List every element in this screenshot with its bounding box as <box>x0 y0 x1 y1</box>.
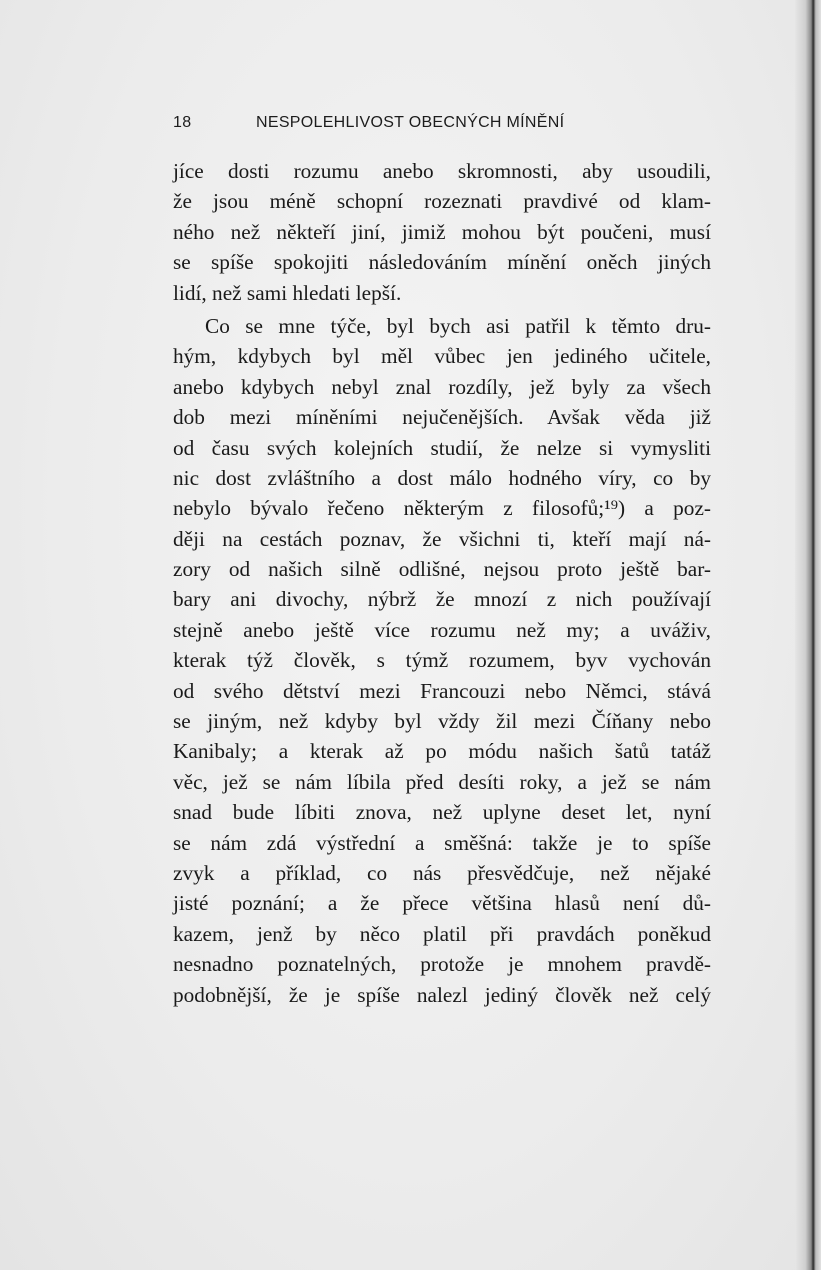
text-line: Co se mne týče, byl bych asi patřil k těmto dru- <box>205 313 711 338</box>
text-line: bary ani divochy, nýbrž že mnozí z nich používají <box>173 587 711 612</box>
text-line: od svého dětství mezi Francouzi nebo Němci, stává <box>173 678 711 703</box>
text-line: stejně anebo ještě více rozumu než my; a uváživ, <box>173 617 711 642</box>
text-line: lidí, než sami hledati lepší. <box>173 280 402 305</box>
text-line: podobnější, že je spíše nalezl jediný člověk než celý <box>173 982 711 1007</box>
text-line: jisté poznání; a že přece většina hlasů není dů- <box>173 891 711 916</box>
body-text <box>173 156 711 1010</box>
page-number: 18 <box>173 114 192 131</box>
text-line: zory od našich silně odlišné, nejsou proto ještě bar- <box>173 557 711 582</box>
text-line: od času svých kolejních studií, že nelze si vymysliti <box>173 435 711 460</box>
text-line: Kanibaly; a kterak až po módu našich šatů tatáž <box>173 739 711 764</box>
text-line: dob mezi míněními nejučenějších. Avšak věda již <box>173 405 711 430</box>
page-spine-edge <box>795 0 821 1270</box>
text-line: se nám zdá výstřední a směšná: takže je to spíše <box>173 830 711 855</box>
text-line: ději na cestách poznav, že všichni ti, kteří mají ná- <box>173 526 711 551</box>
text-line: hým, kdybych byl měl vůbec jen jediného učitele, <box>173 344 711 369</box>
running-title: NESPOLEHLIVOST OBECNÝCH MÍNĚNÍ <box>256 114 565 131</box>
text-line: se spíše spokojiti následováním mínění oněch jiných <box>173 250 711 275</box>
text-line: nesnadno poznatelných, protože je mnohem pravdě- <box>173 952 711 977</box>
text-line: že jsou méně schopní rozeznati pravdivé od klam- <box>173 189 711 214</box>
text-line: snad bude líbiti znova, než uplyne deset let, nyní <box>173 800 711 825</box>
text-line: zvyk a příklad, co nás přesvědčuje, než nějaké <box>173 860 711 885</box>
text-line: nebylo bývalo řečeno některým z filosofů;¹⁹) a poz- <box>173 496 711 521</box>
text-line: kterak týž člověk, s týmž rozumem, byv vychován <box>173 648 711 673</box>
text-line: anebo kdybych nebyl znal rozdíly, jež byly za všech <box>173 374 711 399</box>
text-line: nic dost zvláštního a dost málo hodného víry, co by <box>173 465 711 490</box>
text-line: kazem, jenž by něco platil při pravdách poněkud <box>173 921 711 946</box>
text-line: se jiným, než kdyby byl vždy žil mezi Číňany nebo <box>173 709 711 734</box>
text-line: ného než někteří jiní, jimiž mohou být poučeni, musí <box>173 219 711 244</box>
page-header <box>173 114 711 140</box>
text-line: věc, jež se nám líbila před desíti roky, a jež se nám <box>173 769 711 794</box>
text-line: jíce dosti rozumu anebo skromnosti, aby usoudili, <box>173 159 711 183</box>
